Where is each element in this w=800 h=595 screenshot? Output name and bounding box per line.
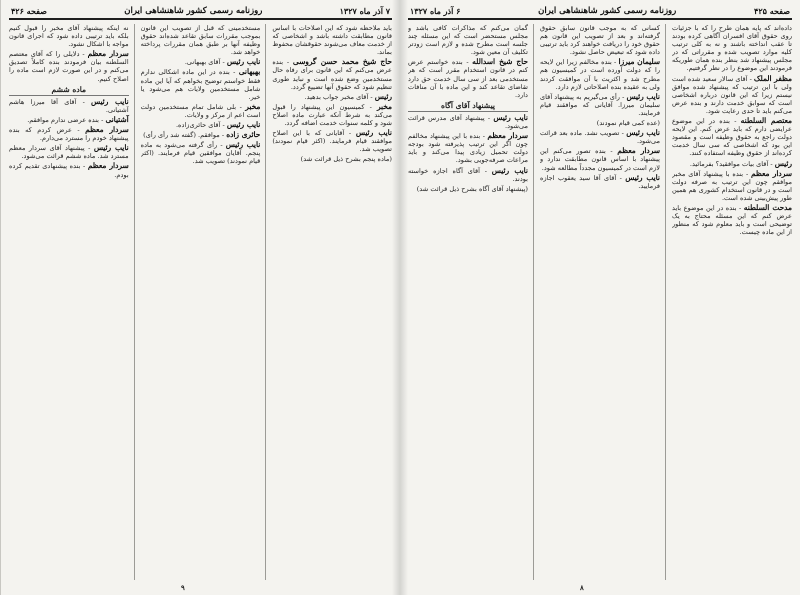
paragraph-text: - آقای حائری‌زاده. [175,121,225,130]
paragraph-text: - بنده با پیشنهاد آقای مخبر موافقم چون این ترتیب به صرفه دولت است و در قانون استخدام کشوری هم همین طور پیش‌بینی شده است. [672,169,792,202]
paragraph [9,116,129,124]
paragraph-text: - آقای آقا سید یعقوب اجازه فرمایید. [540,173,660,190]
speaker-name: بهبهانی [238,67,261,77]
paragraph-text: - بنده خواستم عرض کنم در قانون استخدام مقرر است که هر مستخدمی بعد از سی سال خدمت حق دارد تقاضای تقاعد کند و این ماده با آن منافات دارد. [408,58,528,99]
paragraph [408,114,528,130]
speaker-name: نایب رئیس [91,96,129,106]
speaker-name: نایب رئیس [493,112,528,122]
paragraph [408,132,528,164]
paragraph [9,24,129,48]
paragraph-text: - آقای سالار سعید شده است ولی با این ترتیب که پیشنهاد شده موافق نیستم زیرا که این قانون درباره اشخاصی است که سوابق خدمت دارند و بنده عرض می‌کنم باید تا حدی رعایت شود. [672,74,792,115]
speaker-name: سردار معظم [85,125,129,135]
paragraph [272,24,392,56]
page-title: روزنامه رسمی کشور شاهنشاهی ایران [538,6,677,16]
speaker-name: نایب رئیس [225,140,261,150]
paragraph-text: - آقای آقا میرزا هاشم آشتیانی. [8,97,129,114]
speaker-name: نایب رئیس [626,128,660,138]
paragraph [9,144,129,160]
speaker-name: مخبر [245,101,261,111]
paragraph [141,121,261,129]
paragraph [408,58,528,98]
section-heading: ماده ششم [9,86,129,96]
speaker-name: سردار معظم [87,161,129,171]
paragraph [672,24,792,73]
paragraph-text: - بنده پیشنهادی تقدیم کرده بودم. [8,162,129,179]
paragraph-text: - پیشنهاد آقای مدرس قرائت می‌شود. [408,113,528,131]
speaker-name: نایب رئیس [226,120,261,130]
paragraph-text: - رأی می‌گیریم به پیشنهاد آقای سلیمان میرزا. آقایانی که موافقند قیام فرمایند. [540,92,660,117]
paragraph [672,160,792,168]
speaker-name: نایب رئیس [626,91,660,101]
column [9,24,135,580]
column [672,24,792,580]
speaker-name: سردار معظم [87,49,129,59]
page-number: ۸ [580,583,584,592]
page-date: ۷ آذر ماه ۱۳۲۷ [339,6,390,16]
paragraph [141,58,261,66]
paragraph-text: - بنده در این موضوع باید عرض کنم که این مسئله محتاج به یک توضیحی است و باید معلوم شود که منظور از این ماده چیست. [672,203,792,237]
paragraph [272,93,392,101]
speaker-name: نایب رئیس [491,165,528,175]
paragraph-text: داده‌اند که پایه همان طرح را که با جزئیات روی حقوق آقای افسران آگاهی کرده بودند تا عقب انداخته باشند و نه به کلی ترتیب کلیه موارد تصویب شده و مقرراتی که در مجلس پیشنهاد شد بنظر بنده همان طوریکه فرمودند این موضوع را در نظر گرفتیم. [672,24,792,73]
speaker-name: مدحت السلطنه [743,202,792,212]
column [141,24,267,580]
paragraph [141,103,261,119]
speaker-name: نایب رئیس [355,128,392,138]
columns-right [408,24,792,580]
paragraph-text: - دلایلی را که آقای معتصم السلطنه بیان فرمودند بنده کاملاً تصدیق می‌کنم و در این صورت لازم است ماده را اصلاح کنیم. [8,50,129,83]
paragraph-text: - آقای بیات موافقید؟ بفرمائید. [689,159,773,168]
column [272,24,392,580]
paragraph-text: - رأی گرفته می‌شود به ماده پنجم. آقایان موافقین قیام فرمایند. (اکثر قیام نمودند) تصویب شد. [140,141,261,166]
paragraph [540,174,660,190]
speaker-name: سردار معظم [617,146,660,156]
paragraph [672,170,792,202]
section-heading: پیشنهاد آقای آگاه [408,102,528,112]
speaker-name: سلیمان میرزا [618,57,660,67]
paragraph-text: - بنده در این ماده اشکالی ندارم فقط خواستم توضیح بخواهم که آیا این ماده شامل مستخدمین ولایات هم می‌شود یا خیر. [140,68,261,101]
speaker-name: رئیس [374,91,392,101]
paragraph [408,24,528,56]
paragraph [9,126,129,142]
paragraph [540,129,660,145]
paragraph [9,98,129,114]
paragraph-text: - بنده با این پیشنهاد مخالفم چون اگر این ترتیب پذیرفته شود بودجه دولت تحمیل زیادی پیدا می‌کند و باید مراعات صرفه‌جویی بشود. [408,132,528,165]
speaker-name: آشتیانی [105,114,129,124]
speaker-name: سردار معظم [751,168,792,178]
running-head-left [9,4,392,20]
paragraph-text: (عده کمی قیام نمودند) [596,119,660,128]
paragraph [540,24,660,56]
paragraph [540,93,660,117]
page-label: صفحه ۴۲۶ [11,6,47,16]
speaker-name: حائری زاده [226,130,261,140]
paragraph-text: گمان می‌کنم که مذاکرات کافی باشد و مجلس مستحضر است که این مسئله چند جلسه است مطرح شده و لازم است زودتر تکلیف آن معین شود. [408,24,528,57]
paragraph [272,155,392,163]
paragraph-text: - عرض کردم که بنده پیشنهاد خودم را مسترد می‌دارم. [8,126,129,143]
paragraph-text: - بلی شامل تمام مستخدمین دولت است اعم از مرکز و ولایات. [140,102,261,119]
speaker-name: نایب رئیس [625,172,660,182]
page-right [400,0,800,595]
speaker-name: سردار معظم [487,131,528,141]
paragraph-text: - آقای بهبهانی. [184,58,225,67]
paragraph [141,131,261,139]
paragraph-text: - آقایانی که با این اصلاح موافقند قیام فرمایند. (اکثر قیام نمودند) تصویب شد. [272,129,392,154]
paragraph-text: - تصویب نشد. ماده بعد قرائت می‌شود. [540,129,660,146]
paragraph-text: کسانی که به موجب قانون سابق حقوق گرفته‌اند و بعد از تصویب این قانون هم حقوق خود را دریافت خواهند کرد باید ترتیبی داده شود که تبعیض حاصل نشود. [540,24,660,57]
column [408,24,534,580]
paragraph-text: - بنده عرضی ندارم موافقم. [27,115,104,124]
paragraph [672,117,792,157]
paragraph [9,50,129,82]
paragraph [408,167,528,183]
paragraph [408,185,528,193]
page-label: صفحه ۴۲۵ [754,6,790,16]
paragraph-text: - بنده مخالفم زیرا این لایحه را که دولت آورده است در کمیسیون هم مطرح شد و اکثریت با آن موافقت کردند ولی به عقیده بنده اصلاحاتی لازم دارد. [540,58,660,91]
paragraph-text: مستخدمینی که قبل از تصویب این قانون بموجب مقررات سابق تقاعد شده‌اند حقوق وظیفه آنها بر طبق همان مقررات پرداخته خواهد شد. [140,24,261,57]
paragraph-text: نه اینکه پیشنهاد آقای مخبر را قبول کنیم بلکه باید ترتیبی داده شود که اجرای قانون مواجه با اشکال نشود. [8,24,129,49]
paragraph [141,141,261,165]
page-title: روزنامه رسمی کشور شاهنشاهی ایران [124,6,263,16]
speaker-name: حاج شیخ محمد حسن گروسی [292,57,392,67]
speaker-name: نایب رئیس [93,143,129,153]
paragraph-text: (پیشنهاد آقای آگاه بشرح ذیل قرائت شد) [416,184,528,193]
paragraph-text: - کمیسیون این پیشنهاد را قبول می‌کند به شرط آنکه عبارت ماده اصلاح شود و کلمه سنوات خدمت اضافه گردد. [272,102,392,128]
page-number: ۹ [181,583,185,592]
paragraph [141,68,261,100]
paragraph-text: - آقای مخبر جواب بدهید. [304,92,373,101]
paragraph [9,162,129,178]
paragraph [272,103,392,127]
paragraph-text: (ماده پنجم بشرح ذیل قرائت شد) [300,155,392,164]
paragraph-text: باید ملاحظه شود که این اصلاحات با اساس قانون مطابقت داشته باشد و اشخاصی که از خدمت معاف می‌شوند حقوقشان محفوظ بماند. [272,24,392,57]
paragraph [672,204,792,236]
page-date: ۶ آذر ماه ۱۳۲۷ [410,6,461,16]
paragraph-text: - پیشنهاد آقای سردار معظم مسترد شد. ماده ششم قرائت می‌شود. [8,144,129,161]
speaker-name: رئیس [774,158,792,168]
running-head-right [408,4,792,20]
paragraph-text: - بنده در این موضوع عرایضی دارم که باید عرض کنم. این لایحه دولت راجع به حقوق وظیفه است و مقصود این بود که اشخاصی که سی سال خدمت کرده‌اند از حقوق وظیفه استفاده کنند. [672,117,792,158]
paragraph-text: - بنده عرض می‌کنم که این قانون برای رفاه حال مستخدمین وضع شده است و نباید طوری تنظیم شود که حقوق آنها تضییع گردد. [272,58,392,91]
column [540,24,666,580]
paragraph [540,147,660,171]
paragraph-text: - آقای آگاه اجازه خواسته بودند. [408,166,528,183]
paragraph-text: - موافقم. (گفته شد رأی رأی) [143,131,225,140]
paragraph [540,58,660,90]
columns-left [9,24,392,580]
speaker-name: مظفر الملک [753,73,792,83]
paragraph [672,75,792,115]
paragraph [540,119,660,127]
speaker-name: مخبر [376,101,392,111]
speaker-name: معتصم السلطنه [740,116,792,126]
paragraph [272,129,392,153]
paragraph [272,58,392,90]
speaker-name: نایب رئیس [226,57,261,67]
paragraph [141,24,261,56]
speaker-name: حاج شیخ اسدالله [472,57,528,67]
paragraph-text: - بنده تصور می‌کنم این پیشنهاد با اساس قانون مطابقت ندارد و لازم است در کمیسیون مجدداً مطالعه شود. [540,147,660,172]
